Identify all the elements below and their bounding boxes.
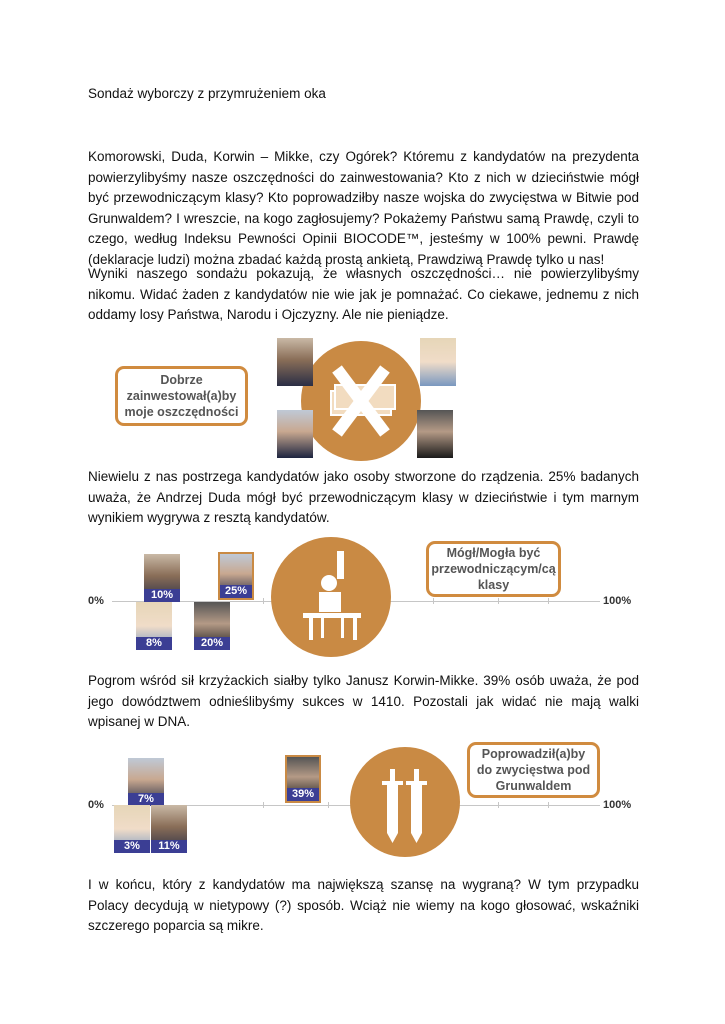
komorowski-badge <box>151 805 187 853</box>
komorowski-percent: 10% <box>144 589 180 602</box>
korwin-percent: 20% <box>194 637 230 650</box>
ogorek-percent: 3% <box>114 840 150 853</box>
final-paragraph: I w końcu, który z kandydatów ma największą szansę na wygraną? W tym przypadku Polacy decydują w nietypowy (?) sposób. Wciąż nie wiemy na kogo głosować, wskaźniki szczerego poparcia są mikre. <box>88 877 639 933</box>
grunwald-paragraph: Pogrom wśród sił krzyżackich siałby tylko Janusz Korwin-Mikke. 39% osób uważa, że pod jego dowództwem odnieślibyśmy sukces w 1410. Pozostali jak widać nie mają walki wpisanej w DNA. <box>88 673 639 729</box>
savings-label-box <box>115 366 248 426</box>
document-title: Sondaż wyborczy z przymrużeniem oka <box>88 86 326 101</box>
komorowski-percent: 11% <box>151 840 187 853</box>
crossed-swords-icon <box>350 747 460 857</box>
class-president-paragraph: Niewielu z nas postrzega kandydatów jako osoby stworzone do rządzenia. 25% badanych uważa, że Andrzej Duda mógł być przewodniczącym klasy w dzieciństwie i tym marnym wynikiem wygrywa z resztą kandydatów. <box>88 469 639 525</box>
grunwald-label-box <box>467 742 600 798</box>
duda-percent: 7% <box>128 793 164 806</box>
class-president-label-box <box>426 541 561 597</box>
duda-badge <box>128 758 164 806</box>
axis-max-label: 100% <box>603 799 632 811</box>
ogorek-badge <box>114 805 150 853</box>
korwin-badge <box>194 602 230 650</box>
duda-photo <box>277 410 313 458</box>
duda-percent: 25% <box>220 585 252 598</box>
savings-infographic <box>115 338 455 458</box>
class-president-infographic <box>88 537 643 657</box>
korwin-photo <box>417 410 453 458</box>
ogorek-photo <box>420 338 456 386</box>
axis-min-label: 0% <box>88 799 104 811</box>
komorowski-photo <box>277 338 313 386</box>
class-president-label: Mógł/Mogła być przewodniczącym/cą klasy <box>431 546 556 592</box>
savings-paragraph: Wyniki naszego sondażu pokazują, że własnych oszczędności… nie powierzylibyśmy nikomu. Widać żaden z kandydatów nie wie jak je pomnażać. Co ciekawe, jednemu z nich oddamy losy Państwa, Narodu i Ojczyzny. Ale nie pieniądze. <box>88 266 639 322</box>
korwin-percent: 39% <box>287 788 319 801</box>
axis-max-label: 100% <box>603 595 632 607</box>
grunwald-infographic <box>88 742 643 862</box>
axis-min-label: 0% <box>88 595 104 607</box>
korwin-badge <box>285 755 321 803</box>
ogorek-badge <box>136 602 172 650</box>
student-raising-hand-icon <box>271 537 391 657</box>
savings-label: Dobrze zainwestował(a)by moje oszczędności <box>124 373 239 419</box>
intro-paragraph: Komorowski, Duda, Korwin – Mikke, czy Ogórek? Któremu z kandydatów na prezydenta powierzylibyśmy nasze oszczędności do zainwestowania? Kto z nich w dzieciństwie mógł być przewodniczącym klasy? Kto poprowadziłby nasze wojska do zwycięstwa w Bitwie pod Grunwaldem? I wreszcie, na kogo zagłosujemy? Pokażemy Państwu samą Prawdę, czyli to czego, według Indeksu Pewności Opinii BIOCODE™, jesteśmy w 100% pewni. Prawdę (deklaracje ludzi) można zbadać każdą prostą ankietą, Prawdziwą Prawdę tylko u nas! <box>88 149 639 267</box>
crossed-out-money-icon <box>301 341 421 461</box>
komorowski-badge <box>144 554 180 602</box>
grunwald-label: Poprowadził(a)by do zwycięstwa pod Grunwaldem <box>476 747 591 793</box>
duda-badge <box>218 552 254 600</box>
ogorek-percent: 8% <box>136 637 172 650</box>
